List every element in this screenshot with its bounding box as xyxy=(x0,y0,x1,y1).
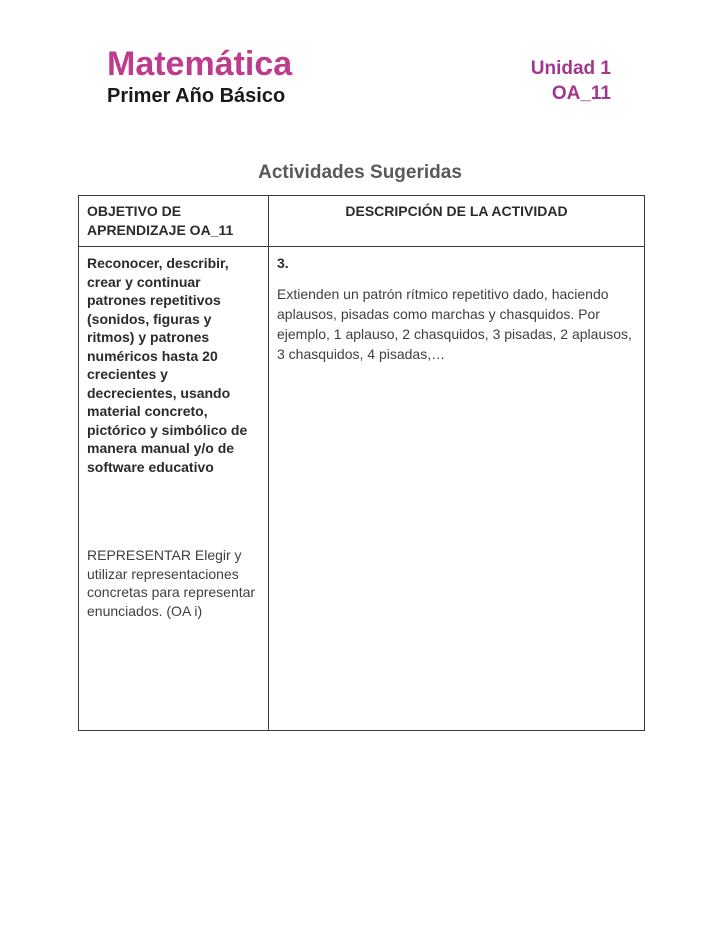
table-header-row xyxy=(79,196,645,247)
objective-header-cell: OBJETIVO DE APRENDIZAJE OA_11 xyxy=(79,196,269,247)
objective-secondary-text: REPRESENTAR Elegir y utilizar representaciones concretas para representar enunciados. (OA i) xyxy=(87,547,256,619)
header-left-block xyxy=(107,46,292,108)
activity-cell xyxy=(269,247,645,731)
header-right-block xyxy=(531,46,611,106)
oa-code-label: OA_11 xyxy=(551,83,611,104)
page-header xyxy=(107,46,611,108)
activity-header-cell: DESCRIPCIÓN DE LA ACTIVIDAD xyxy=(269,196,645,247)
activity-number: 3. xyxy=(277,255,289,271)
activity-description: Extienden un patrón rítmico repetitivo dado, haciendo aplausos, pisadas como marchas y chasquidos. Por ejemplo, 1 aplauso, 2 chasquidos, 3 pisadas, 2 aplausos, 3 chasquidos, 4 pisadas,… xyxy=(277,286,632,362)
table-body-row xyxy=(79,247,645,731)
activities-table xyxy=(78,195,645,731)
objective-main-text: Reconocer, describir, crear y continuar patrones repetitivos (sonidos, figuras y ritmos) y patrones numéricos hasta 20 crecientes y decrecientes, usando material concreto, pictórico y simbólico de manera manual y/o de software educativo xyxy=(87,255,248,475)
objective-cell xyxy=(79,247,269,731)
subject-title: Matemática xyxy=(107,45,293,83)
section-title: Actividades Sugeridas xyxy=(258,162,462,183)
unit-label: Unidad 1 xyxy=(530,58,611,79)
grade-subtitle: Primer Año Básico xyxy=(107,85,286,107)
